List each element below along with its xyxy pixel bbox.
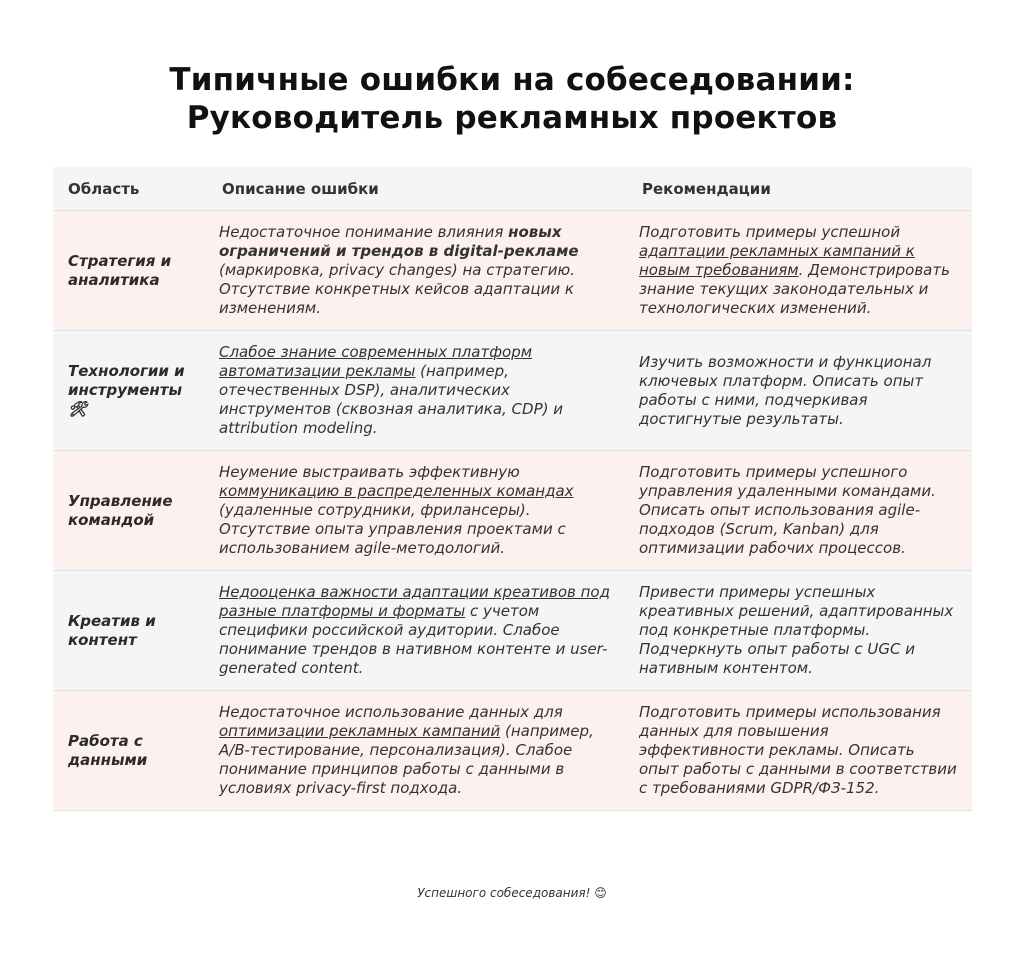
cell-text: (маркировка, privacy changes) на стратегию. Отсутствие конкретных кейсов адаптации к изменениям. <box>219 261 575 317</box>
column-header-area: Область <box>53 167 207 211</box>
cell-text: Подготовить примеры использования данных для повышения эффективности рекламы. Описать опыт работы с данными в соответствии с требованиями GDPR/ФЗ-152. <box>639 703 957 797</box>
underlined-text: адаптации рекламных кампаний к новым требованиям <box>639 242 915 279</box>
row-description-cell <box>207 571 627 691</box>
table-row <box>53 451 972 571</box>
emphasis-text: новых ограничений и трендов в digital-рекламе <box>219 223 579 260</box>
table-row <box>53 331 972 451</box>
page-title <box>0 0 1024 137</box>
footer-note: Успешного собеседования! 😊 <box>417 886 607 900</box>
column-header-description: Описание ошибки <box>207 167 627 211</box>
underlined-text: коммуникацию в распределенных командах <box>219 482 574 500</box>
row-area-cell: Технологии и инструменты 🛠 <box>53 331 207 451</box>
row-area-cell: Управление командой <box>53 451 207 571</box>
page-title-line-1: Типичные ошибки на собеседовании: <box>169 62 855 98</box>
cell-text: Неумение выстраивать эффективную <box>219 463 520 481</box>
underlined-text: Недооценка важности адаптации креативов под разные платформы и форматы <box>219 583 610 620</box>
row-area-cell: Креатив и контент <box>53 571 207 691</box>
cell-text: Привести примеры успешных креативных решений, адаптированных под конкретные платформы. Подчеркнуть опыт работы с UGC и нативным контентом. <box>639 583 954 677</box>
row-description-cell <box>207 691 627 811</box>
table-row <box>53 691 972 811</box>
table-row <box>53 571 972 691</box>
cell-text: (например, A/B-тестирование, персонализация). Слабое понимание принципов работы с данными в условиях privacy-first подхода. <box>219 722 594 797</box>
cell-text: Недостаточное понимание влияния <box>219 223 509 241</box>
row-recommendations-cell <box>627 571 972 691</box>
row-recommendations-cell <box>627 211 972 331</box>
page-title-line-2: Руководитель рекламных проектов <box>186 100 838 136</box>
cell-text: Изучить возможности и функционал ключевых платформ. Описать опыт работы с ними, подчеркивая достигнутые результаты. <box>639 352 932 428</box>
cell-text: Недостаточное использование данных для <box>219 703 563 721</box>
cell-text: (удаленные сотрудники, фрилансеры). Отсутствие опыта управления проектами с использованием agile-методологий. <box>219 501 566 557</box>
cell-text: . Демонстрировать знание текущих законодательных и технологических изменений. <box>639 261 950 317</box>
underlined-text: оптимизации рекламных кампаний <box>219 722 501 740</box>
column-header-recommendations: Рекомендации <box>627 167 972 211</box>
row-area-cell: Работа с данными <box>53 691 207 811</box>
row-recommendations-cell <box>627 331 972 451</box>
row-description-cell <box>207 331 627 451</box>
row-description-cell <box>207 211 627 331</box>
underlined-text: Слабое знание современных платформ автоматизации рекламы <box>219 343 533 380</box>
errors-table <box>53 167 972 811</box>
row-recommendations-cell <box>627 691 972 811</box>
cell-text: с учетом специфики российской аудитории. Слабое понимание трендов в нативном контенте и user-generated content. <box>219 602 608 677</box>
row-recommendations-cell <box>627 451 972 571</box>
cell-text: Подготовить примеры успешной <box>639 223 901 241</box>
row-area-cell: Стратегия и аналитика <box>53 211 207 331</box>
table-row <box>53 211 972 331</box>
cell-text: Подготовить примеры успешного управления удаленными командами. Описать опыт использования agile-подходов (Scrum, Kanban) для оптимизации рабочих процессов. <box>639 463 936 557</box>
row-description-cell <box>207 451 627 571</box>
cell-text: (например, отечественных DSP), аналитических инструментов (сквозная аналитика, CDP) и attribution modeling. <box>219 362 563 437</box>
table-header-row <box>53 167 972 211</box>
